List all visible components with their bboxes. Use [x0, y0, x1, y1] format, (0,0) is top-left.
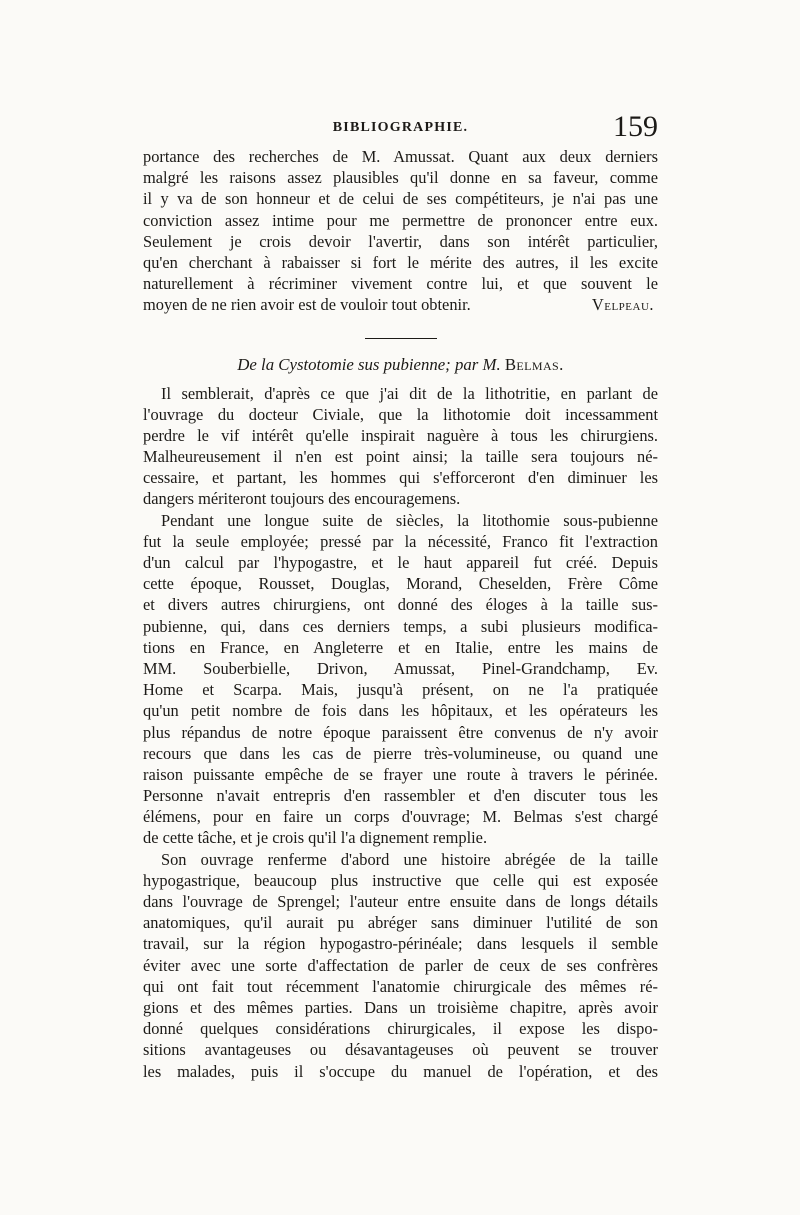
author-signature: Velpeau.: [591, 295, 654, 315]
text-line-content: moyen de ne rien avoir est de vouloir tout obtenir.: [143, 295, 471, 315]
body-text: [143, 146, 658, 1082]
running-head: [143, 112, 658, 146]
text-line: Personne n'avait entrepris d'en rassembler et d'en discuter tous les: [143, 786, 658, 806]
paragraph-1: [143, 383, 658, 510]
text-line: travail, sur la région hypogastro-périnéale; dans lesquels il semble: [143, 934, 658, 954]
text-line: Seulement je crois devoir l'avertir, dans son intérêt particulier,: [143, 231, 658, 251]
paragraph-3: [143, 849, 658, 1082]
section-divider: [365, 338, 437, 339]
text-line: gions et des mêmes parties. Dans un troisième chapitre, après avoir: [143, 997, 658, 1017]
text-line: Home et Scarpa. Mais, jusqu'à présent, on ne l'a pratiquée: [143, 680, 658, 700]
text-line: malgré les raisons assez plausibles qu'il donne en sa faveur, comme: [143, 168, 658, 188]
article-title-text: De la Cystotomie sus pubienne; par M.: [237, 354, 501, 374]
text-line: sitions avantageuses ou désavantageuses où peuvent se trouver: [143, 1040, 658, 1060]
text-line: naturellement à récriminer vivement contre lui, et que souvent le: [143, 274, 658, 294]
previous-article-ending: [143, 146, 658, 316]
text-line: l'ouvrage du docteur Civiale, que la lithotomie doit incessamment: [143, 404, 658, 424]
text-line: de cette tâche, et je crois qu'il l'a dignement remplie.: [143, 828, 488, 848]
text-line: qui ont fait tout récemment l'anatomie chirurgicale des mêmes ré-: [143, 976, 658, 996]
text-line: tions en France, en Angleterre et en Italie, entre les mains de: [143, 637, 658, 657]
paragraph-2: [143, 510, 658, 849]
text-line: fut la seule employée; pressé par la nécessité, Franco fit l'extraction: [143, 531, 658, 551]
page-number: 159: [613, 110, 658, 143]
text-line: portance des recherches de M. Amussat. Quant aux deux derniers: [143, 147, 658, 166]
text-line: donné quelques considérations chirurgicales, il expose les dispo-: [143, 1019, 658, 1039]
text-line: qu'en cherchant à rabaisser si fort le mérite des autres, il les excite: [143, 252, 658, 272]
text-line: recours que dans les cas de pierre très-volumineuse, ou quand une: [143, 743, 658, 763]
text-line-with-signature: [143, 294, 658, 315]
text-line: les malades, puis il s'occupe du manuel de l'opération, et des: [143, 1061, 658, 1081]
text-line: Malheureusement il n'en est point ainsi; la taille sera toujours né-: [143, 447, 658, 467]
text-line: il y va de son honneur et de celui de ses compétiteurs, je n'ai pas une: [143, 189, 658, 209]
text-line: hypogastrique, beaucoup plus instructive que celle qui est exposée: [143, 870, 658, 890]
text-line: dans l'ouvrage de Sprengel; l'auteur entre ensuite dans de longs détails: [143, 892, 658, 911]
text-line: dangers mériteront toujours des encouragemens.: [143, 489, 461, 509]
text-line: conviction assez intime pour me permettre de prononcer entre eux.: [143, 210, 658, 230]
text-line: d'un calcul par l'hypogastre, et le haut appareil fut créé. Depuis: [143, 553, 658, 572]
text-line: MM. Souberbielle, Drivon, Amussat, Pinel-Grandchamp, Ev.: [143, 658, 658, 678]
text-line: cessaire, et partant, les hommes qui s'efforceront d'en diminuer les: [143, 468, 658, 488]
text-line: pubienne, qui, dans ces derniers temps, a subi plusieurs modifica-: [143, 616, 658, 636]
text-line: cette époque, Rousset, Douglas, Morand, Cheselden, Frère Côme: [143, 574, 658, 594]
article-title: [143, 351, 658, 379]
text-line: perdre le vif intérêt qu'elle inspirait naguère à tous les chirurgiens.: [143, 425, 658, 445]
text-line: Il semblerait, d'après ce que j'ai dit de la lithotritie, en parlant de: [161, 383, 658, 403]
text-line: qu'un petit nombre de fois dans les hôpitaux, et les opérateurs les: [143, 701, 658, 721]
text-line: plus répandus de notre époque paraissent être convenus de n'y avoir: [143, 722, 658, 742]
text-line: Pendant une longue suite de siècles, la litothomie sous-pubienne: [161, 510, 658, 530]
text-line: élémens, pour en faire un corps d'ouvrage; M. Belmas s'est chargé: [143, 807, 658, 827]
text-line: raison puissante empêche de se frayer une route à travers le périnée.: [143, 764, 658, 784]
text-line: anatomiques, qu'il aurait pu abréger sans diminuer l'utilité de son: [143, 913, 658, 933]
text-line: Son ouvrage renferme d'abord une histoire abrégée de la taille: [161, 849, 658, 869]
text-line: et divers autres chirurgiens, ont donné des éloges à la taille sus-: [143, 595, 658, 615]
text-line: éviter avec une sorte d'affectation de parler de ceux de ses confrères: [143, 955, 658, 975]
article-author: Belmas.: [504, 354, 564, 374]
running-title: BIBLIOGRAPHIE.: [332, 120, 469, 135]
